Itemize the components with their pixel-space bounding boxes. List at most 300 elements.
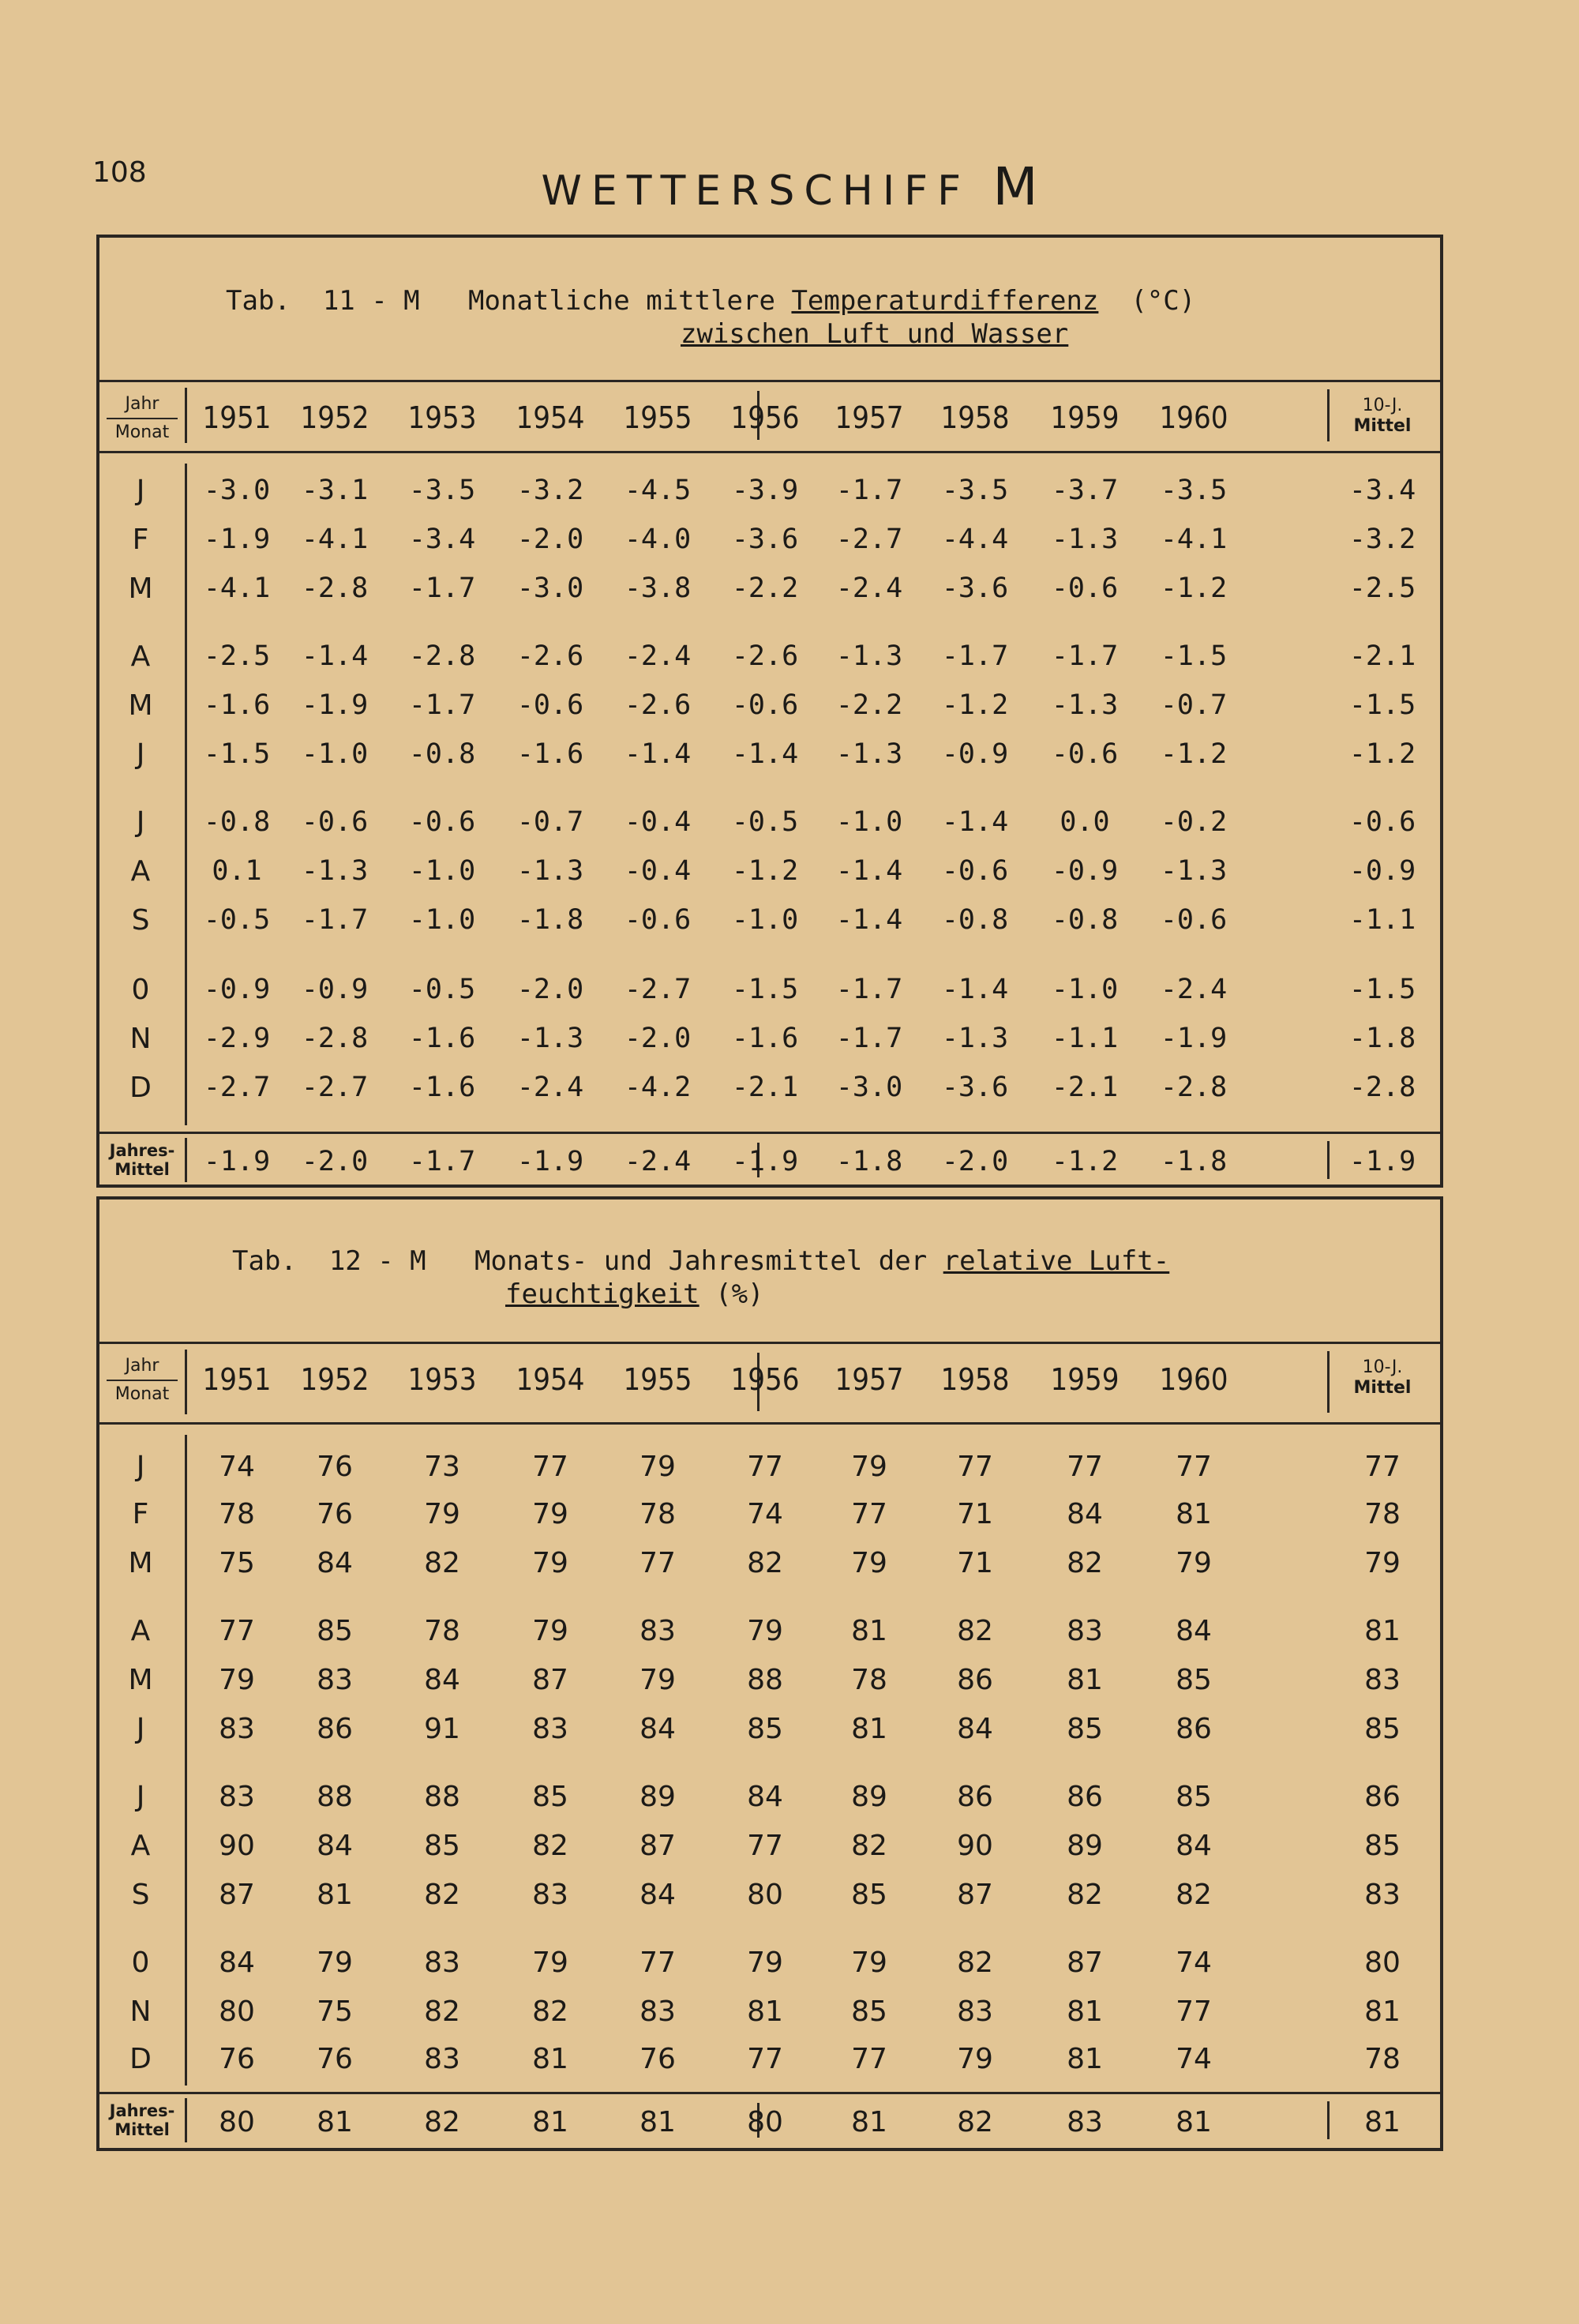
table11-cell: -1.4 (835, 855, 903, 887)
table12-cell: 81 (1176, 1498, 1212, 1530)
table11-cell: -2.6 (731, 640, 799, 672)
table11-cell: -1.1 (1051, 1023, 1119, 1054)
table11-annual-cell: -2.0 (941, 1146, 1009, 1177)
table11-cell: -1.3 (301, 855, 369, 887)
table12-cell: 84 (1176, 1615, 1212, 1647)
table12-year-header: 1953 (407, 1362, 477, 1397)
table11-cell: -1.7 (1051, 640, 1119, 672)
table11-cell: -2.8 (301, 1023, 369, 1054)
table12-mean-cell: 85 (1364, 1830, 1401, 1862)
table12-cell: 86 (957, 1781, 993, 1813)
table11-rule-col-mean-annual (1327, 1141, 1330, 1179)
table12-month-label: A (130, 1615, 151, 1647)
table11-rule-header-top (99, 380, 1440, 382)
table12-cell: 83 (219, 1713, 255, 1745)
table12-month-label: J (136, 1781, 145, 1813)
table11-cell: -1.3 (941, 1023, 1009, 1054)
table12-mean-cell: 78 (1364, 2043, 1401, 2075)
table-12-caption-unit: (%) (699, 1278, 764, 1310)
table11-cell: -4.5 (624, 475, 692, 506)
table12-cell: 84 (424, 1664, 460, 1696)
table11-mean-cell: -0.9 (1348, 855, 1416, 887)
table11-cell: -0.4 (624, 855, 692, 887)
table-11-caption-line1 (226, 285, 1195, 317)
table12-cell: 78 (639, 1498, 676, 1530)
table11-cell: -1.3 (835, 640, 903, 672)
table11-annual-cell: -2.4 (624, 1146, 692, 1177)
table12-cell: 81 (532, 2043, 568, 2075)
table12-month-label: M (128, 1664, 153, 1696)
table11-cell: -1.7 (941, 640, 1009, 672)
table11-cell: -0.8 (941, 904, 1009, 936)
table12-cell: 85 (851, 1995, 887, 2028)
table11-cell: -1.0 (408, 855, 476, 887)
table11-cell: -0.5 (203, 904, 271, 936)
table12-cell: 82 (747, 1547, 783, 1579)
table11-cell: -3.5 (1160, 475, 1228, 506)
table12-cell: 74 (747, 1498, 783, 1530)
table12-cell: 79 (639, 1664, 676, 1696)
table11-cell: 0.1 (212, 855, 262, 887)
table12-cell: 79 (532, 1498, 568, 1530)
table12-cell: 82 (424, 1879, 460, 1911)
table11-cell: -4.2 (624, 1072, 692, 1103)
table12-cell: 81 (1067, 1664, 1103, 1696)
table11-cell: -1.0 (835, 806, 903, 838)
table11-month-label: J (136, 475, 145, 507)
table12-annual-cell: 82 (424, 2106, 460, 2138)
table11-cell: -2.6 (624, 689, 692, 721)
table11-cell: -2.8 (1160, 1072, 1228, 1103)
table11-year-header: 1959 (1050, 400, 1120, 435)
table12-cell: 77 (957, 1451, 993, 1483)
table12-annual-cell: 81 (532, 2106, 568, 2138)
table11-cell: -1.8 (516, 904, 584, 936)
table12-cell: 82 (957, 1947, 993, 1979)
table12-mean-cell: 86 (1364, 1781, 1401, 1813)
table11-cell: -1.2 (1160, 738, 1228, 770)
table11-cell: -1.2 (941, 689, 1009, 721)
table11-month-label: A (130, 640, 151, 673)
table11-cell: -1.7 (301, 904, 369, 936)
table12-cell: 81 (317, 1879, 353, 1911)
table11-annual-cell: -1.9 (516, 1146, 584, 1177)
table11-mean-cell: -1.1 (1348, 904, 1416, 936)
table11-annual-cell: -1.2 (1051, 1146, 1119, 1177)
table11-cell: -1.7 (835, 1023, 903, 1054)
table12-annual-cell: 80 (747, 2106, 783, 2138)
table11-cell: -1.5 (1160, 640, 1228, 672)
table12-cell: 74 (1176, 2043, 1212, 2075)
table12-rule-col-mean-annual (1327, 2101, 1330, 2139)
table12-cell: 82 (957, 1615, 993, 1647)
table-12-caption-line1 (232, 1245, 1169, 1277)
table11-cell: -0.8 (203, 806, 271, 838)
table12-cell: 76 (317, 1451, 353, 1483)
table11-cell: -1.3 (1160, 855, 1228, 887)
table11-cell: -3.5 (408, 475, 476, 506)
table12-corner-divider (107, 1380, 178, 1381)
table11-cell: -2.0 (516, 974, 584, 1005)
table11-cell: -1.6 (408, 1072, 476, 1103)
table12-cell: 90 (957, 1830, 993, 1862)
table11-cell: -1.5 (731, 974, 799, 1005)
table11-corner-header (104, 394, 180, 443)
table12-cell: 81 (851, 1713, 887, 1745)
table12-annual-cell: 81 (639, 2106, 676, 2138)
table12-cell: 82 (1067, 1879, 1103, 1911)
table12-cell: 80 (747, 1879, 783, 1911)
table12-mean-cell: 81 (1364, 1995, 1401, 2028)
table12-cell: 84 (747, 1781, 783, 1813)
table12-year-header: 1960 (1159, 1362, 1228, 1397)
table12-cell: 84 (219, 1947, 255, 1979)
table12-cell: 83 (957, 1995, 993, 2028)
table12-mean-header-line2: Mittel (1353, 1378, 1412, 1398)
table12-cell: 78 (851, 1664, 887, 1696)
table12-mean-cell: 83 (1364, 1879, 1401, 1911)
table11-cell: -3.4 (408, 524, 476, 555)
table12-cell: 85 (424, 1830, 460, 1862)
table12-year-header: 1957 (835, 1362, 904, 1397)
table12-year-header: 1951 (202, 1362, 272, 1397)
table12-cell: 77 (851, 2043, 887, 2075)
table11-year-header: 1952 (300, 400, 369, 435)
table12-mean-cell: 85 (1364, 1713, 1401, 1745)
table11-cell: -1.7 (408, 573, 476, 604)
page-title (0, 156, 1579, 217)
table11-cell: -0.9 (941, 738, 1009, 770)
table11-cell: -2.7 (624, 974, 692, 1005)
table11-cell: -4.1 (1160, 524, 1228, 555)
table11-cell: -2.8 (301, 573, 369, 604)
table11-cell: -0.8 (408, 738, 476, 770)
table11-cell: -1.9 (1160, 1023, 1228, 1054)
table11-corner-monat: Monat (114, 422, 170, 442)
table11-month-label: 0 (131, 974, 150, 1006)
table-11 (96, 235, 1443, 1188)
table11-rule-col-month-annual (185, 1138, 187, 1182)
table11-cell: -3.2 (516, 475, 584, 506)
table11-cell: -1.9 (301, 689, 369, 721)
table11-month-label: N (129, 1023, 152, 1055)
table12-cell: 84 (639, 1879, 676, 1911)
table12-cell: 74 (219, 1451, 255, 1483)
table11-cell: -2.4 (516, 1072, 584, 1103)
table11-cell: -1.6 (408, 1023, 476, 1054)
table12-cell: 81 (851, 1615, 887, 1647)
table11-year-header: 1955 (623, 400, 692, 435)
table-12-caption-underlined-2: feuchtigkeit (505, 1278, 699, 1310)
table12-mean-cell: 78 (1364, 1498, 1401, 1530)
table11-cell: -3.1 (301, 475, 369, 506)
table12-cell: 77 (1176, 1995, 1212, 2028)
table12-cell: 87 (957, 1879, 993, 1911)
table12-cell: 83 (424, 2043, 460, 2075)
table12-cell: 76 (639, 2043, 676, 2075)
table11-cell: -2.7 (301, 1072, 369, 1103)
table11-cell: -0.9 (1051, 855, 1119, 887)
table11-mean-cell: -3.2 (1348, 524, 1416, 555)
table11-cell: -3.6 (731, 524, 799, 555)
table12-corner-header (104, 1356, 180, 1405)
table12-cell: 71 (957, 1498, 993, 1530)
table-11-caption-underlined-2: zwischen Luft und Wasser (681, 318, 1069, 350)
table12-cell: 88 (424, 1781, 460, 1813)
table11-annual-label (103, 1141, 182, 1179)
table11-month-label: M (128, 689, 153, 722)
table12-cell: 84 (1067, 1498, 1103, 1530)
table12-mean-header (1354, 1357, 1412, 1399)
table11-cell: -0.9 (203, 974, 271, 1005)
table11-cell: -1.5 (203, 738, 271, 770)
table12-cell: 79 (424, 1498, 460, 1530)
table12-year-header: 1955 (623, 1362, 692, 1397)
table11-cell: -2.0 (516, 524, 584, 555)
table12-cell: 84 (1176, 1830, 1212, 1862)
table12-month-label: J (136, 1451, 145, 1483)
table12-mean-cell: 79 (1364, 1547, 1401, 1579)
table12-annual-cell: 81 (1176, 2106, 1212, 2138)
table12-cell: 83 (317, 1664, 353, 1696)
table11-cell: -0.6 (941, 855, 1009, 887)
table12-cell: 79 (851, 1947, 887, 1979)
table12-cell: 89 (851, 1781, 887, 1813)
table12-annual-cell: 83 (1067, 2106, 1103, 2138)
table11-month-label: F (132, 524, 149, 556)
table12-cell: 78 (424, 1615, 460, 1647)
table11-cell: -0.6 (1051, 738, 1119, 770)
table12-cell: 90 (219, 1830, 255, 1862)
table11-cell: -0.6 (516, 689, 584, 721)
table11-cell: -3.7 (1051, 475, 1119, 506)
table12-year-header: 1952 (300, 1362, 369, 1397)
table11-cell: -4.0 (624, 524, 692, 555)
table11-cell: -1.6 (203, 689, 271, 721)
table12-cell: 83 (1067, 1615, 1103, 1647)
table11-month-label: A (130, 855, 151, 888)
table11-cell: -4.1 (203, 573, 271, 604)
table12-cell: 79 (747, 1615, 783, 1647)
table12-month-label: D (129, 2043, 152, 2075)
table12-cell: 84 (957, 1713, 993, 1745)
table12-cell: 83 (532, 1713, 568, 1745)
table11-rule-annual-top (99, 1132, 1440, 1134)
table11-month-label: S (131, 904, 150, 937)
table12-cell: 77 (747, 1830, 783, 1862)
table11-cell: -2.7 (835, 524, 903, 555)
table11-corner-jahr: Jahr (125, 394, 159, 414)
table11-mean-cell: -2.1 (1348, 640, 1416, 672)
table-11-caption-line2 (681, 318, 1068, 350)
table11-rule-col-month-body (185, 464, 187, 1125)
table12-year-header: 1958 (940, 1362, 1010, 1397)
table11-cell: -2.7 (203, 1072, 271, 1103)
table11-cell: -2.4 (1160, 974, 1228, 1005)
table11-cell: -1.3 (516, 1023, 584, 1054)
page-number: 108 (92, 156, 147, 189)
table11-cell: -1.7 (835, 974, 903, 1005)
table11-cell: -3.0 (516, 573, 584, 604)
table12-month-label: S (131, 1879, 150, 1911)
table12-cell: 82 (1067, 1547, 1103, 1579)
table12-cell: 80 (219, 1995, 255, 2028)
table12-corner-monat: Monat (114, 1384, 170, 1404)
table12-rule-col-mean (1327, 1351, 1330, 1413)
table11-month-label: J (136, 738, 145, 771)
table12-cell: 85 (532, 1781, 568, 1813)
table11-cell: -1.0 (731, 904, 799, 936)
table12-cell: 84 (317, 1547, 353, 1579)
table11-cell: -2.0 (624, 1023, 692, 1054)
table12-cell: 81 (747, 1995, 783, 2028)
table12-cell: 79 (1176, 1547, 1212, 1579)
table12-cell: 88 (747, 1664, 783, 1696)
table11-cell: -3.8 (624, 573, 692, 604)
table12-rule-col-month (185, 1350, 187, 1414)
table12-cell: 76 (219, 2043, 255, 2075)
table11-cell: -0.7 (1160, 689, 1228, 721)
table12-rule-annual-top (99, 2092, 1440, 2094)
table12-cell: 79 (532, 1547, 568, 1579)
table12-corner-jahr: Jahr (125, 1356, 159, 1376)
table12-mean-header-line1: 10-J. (1362, 1357, 1403, 1377)
table11-cell: -3.6 (941, 1072, 1009, 1103)
table11-year-header: 1957 (835, 400, 904, 435)
table12-cell: 84 (639, 1713, 676, 1745)
table11-year-header: 1954 (516, 400, 585, 435)
table12-cell: 87 (219, 1879, 255, 1911)
table12-cell: 82 (851, 1830, 887, 1862)
table11-mean-cell: -3.4 (1348, 475, 1416, 506)
table11-cell: -1.4 (301, 640, 369, 672)
table12-annual-cell: 81 (851, 2106, 887, 2138)
table12-cell: 76 (317, 1498, 353, 1530)
table12-mean-cell: 83 (1364, 1664, 1401, 1696)
table12-cell: 77 (851, 1498, 887, 1530)
table11-mean-cell: -0.6 (1348, 806, 1416, 838)
table11-mean-cell: -2.8 (1348, 1072, 1416, 1103)
table12-cell: 79 (851, 1451, 887, 1483)
table11-cell: -1.0 (1051, 974, 1119, 1005)
table-11-caption-underlined-1: Temperaturdifferenz (791, 285, 1099, 317)
table-11-caption-unit: (°C) (1098, 285, 1196, 317)
table12-cell: 71 (957, 1547, 993, 1579)
table-12-caption-underlined-1: relative Luft- (943, 1245, 1170, 1277)
table12-rule-header-bottom (99, 1422, 1440, 1425)
table12-cell: 88 (317, 1781, 353, 1813)
table12-annual-label (103, 2101, 182, 2139)
table12-cell: 87 (1067, 1947, 1103, 1979)
table12-mean-cell: 81 (1364, 1615, 1401, 1647)
table11-cell: -0.2 (1160, 806, 1228, 838)
table11-cell: -0.6 (408, 806, 476, 838)
table12-cell: 77 (639, 1947, 676, 1979)
table11-cell: -1.3 (516, 855, 584, 887)
table11-cell: -0.6 (731, 689, 799, 721)
table12-cell: 85 (1176, 1664, 1212, 1696)
table11-cell: -3.9 (731, 475, 799, 506)
table12-annual-cell: 81 (317, 2106, 353, 2138)
table11-annual-mean-cell: -1.9 (1348, 1146, 1416, 1177)
table11-cell: -3.0 (203, 475, 271, 506)
table12-cell: 85 (317, 1615, 353, 1647)
table11-cell: -1.0 (301, 738, 369, 770)
table11-cell: -1.4 (624, 738, 692, 770)
table12-cell: 75 (219, 1547, 255, 1579)
table11-mean-header (1354, 396, 1412, 437)
table11-mean-header-line1: 10-J. (1362, 396, 1403, 415)
table-12-caption-prefix: Tab. 12 - M Monats- und Jahresmittel der (232, 1245, 943, 1277)
table12-cell: 82 (424, 1995, 460, 2028)
table12-cell: 85 (747, 1713, 783, 1745)
table12-annual-cell: 82 (957, 2106, 993, 2138)
table12-cell: 79 (747, 1947, 783, 1979)
table11-cell: -1.9 (203, 524, 271, 555)
table11-cell: -2.1 (1051, 1072, 1119, 1103)
table11-cell: -2.9 (203, 1023, 271, 1054)
table11-cell: -0.9 (301, 974, 369, 1005)
table11-cell: -1.6 (731, 1023, 799, 1054)
table11-cell: -0.5 (731, 806, 799, 838)
table11-year-header: 1953 (407, 400, 477, 435)
table11-mean-cell: -1.8 (1348, 1023, 1416, 1054)
table12-month-label: 0 (131, 1947, 150, 1979)
table12-cell: 85 (1067, 1713, 1103, 1745)
table12-cell: 91 (424, 1713, 460, 1745)
table12-cell: 81 (1067, 2043, 1103, 2075)
table11-cell: -1.4 (835, 904, 903, 936)
table-11-caption-prefix: Tab. 11 - M Monatliche mittlere (226, 285, 792, 317)
table12-cell: 79 (639, 1451, 676, 1483)
table11-annual-label-line1: Jahres- (109, 1141, 175, 1160)
table11-rule-col-month (185, 388, 187, 443)
table-12 (96, 1196, 1443, 2151)
table12-cell: 89 (1067, 1830, 1103, 1862)
table11-cell: -1.7 (835, 475, 903, 506)
table11-cell: -0.7 (516, 806, 584, 838)
table11-mean-header-line2: Mittel (1353, 416, 1412, 436)
table12-cell: 77 (532, 1451, 568, 1483)
table12-month-label: M (128, 1547, 153, 1579)
table12-cell: 87 (639, 1830, 676, 1862)
table11-cell: -0.5 (408, 974, 476, 1005)
table11-cell: -1.3 (1051, 524, 1119, 555)
table11-cell: -0.6 (301, 806, 369, 838)
table12-cell: 74 (1176, 1947, 1212, 1979)
table12-year-header: 1959 (1050, 1362, 1120, 1397)
table11-month-label: M (128, 573, 153, 605)
table11-cell: -3.0 (835, 1072, 903, 1103)
table12-month-label: N (129, 1995, 152, 2028)
table11-annual-cell: -1.9 (203, 1146, 271, 1177)
table12-year-header: 1956 (730, 1362, 800, 1397)
table12-cell: 79 (532, 1615, 568, 1647)
table11-cell: -1.3 (1051, 689, 1119, 721)
table11-cell: -1.0 (408, 904, 476, 936)
table12-cell: 79 (317, 1947, 353, 1979)
table12-cell: 73 (424, 1451, 460, 1483)
table11-year-header: 1958 (940, 400, 1010, 435)
table11-cell: -1.2 (731, 855, 799, 887)
table11-cell: -2.5 (203, 640, 271, 672)
table12-rule-col-month-annual (185, 2098, 187, 2142)
table12-cell: 83 (424, 1947, 460, 1979)
table11-cell: -2.6 (516, 640, 584, 672)
table11-cell: -1.6 (516, 738, 584, 770)
table11-mean-cell: -2.5 (1348, 573, 1416, 604)
table12-rule-header-top (99, 1342, 1440, 1344)
